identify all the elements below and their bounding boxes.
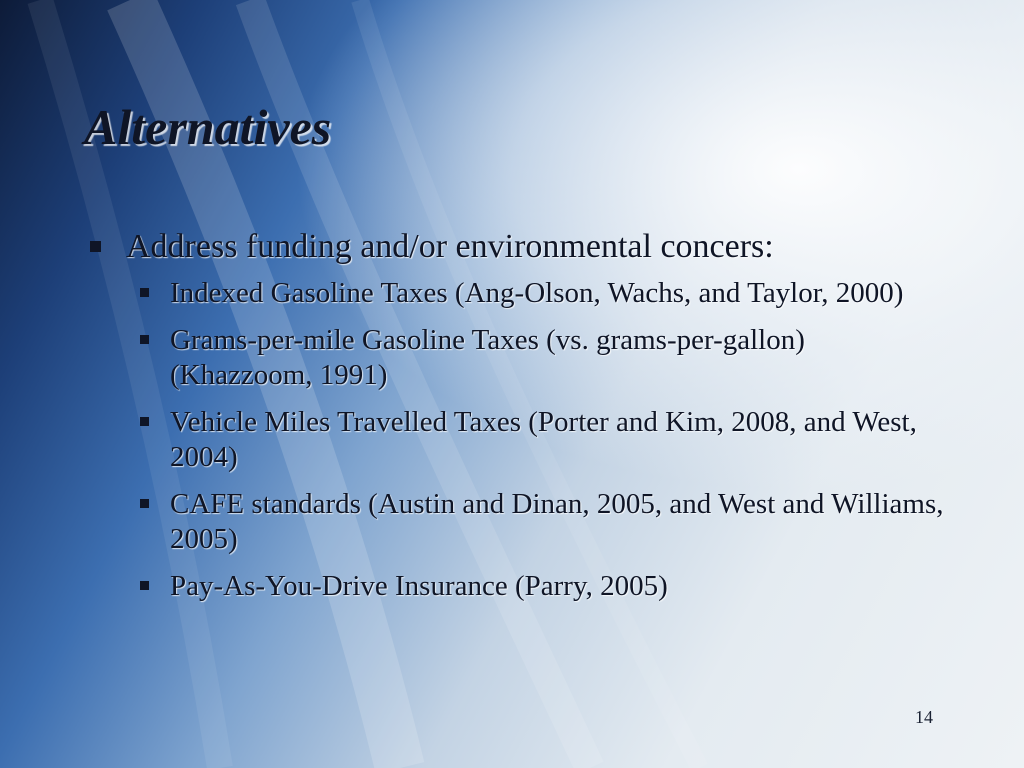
page-number: 14 bbox=[915, 707, 933, 727]
square-bullet-icon bbox=[140, 499, 149, 508]
square-bullet-icon bbox=[90, 241, 101, 252]
slide-content bbox=[88, 226, 948, 616]
sub-bullet-item bbox=[140, 276, 948, 311]
sub-bullet-item bbox=[140, 405, 948, 475]
slide-title: Alternatives bbox=[84, 99, 332, 155]
square-bullet-icon bbox=[140, 417, 149, 426]
sub-bullet-text: CAFE standards (Austin and Dinan, 2005, and West and Williams, 2005) bbox=[170, 488, 944, 555]
sub-bullet-item bbox=[140, 569, 948, 604]
sub-bullet-text: Grams-per-mile Gasoline Taxes (vs. grams-per-gallon) (Khazzoom, 1991) bbox=[170, 324, 805, 391]
square-bullet-icon bbox=[140, 335, 149, 344]
sub-bullet-item bbox=[140, 323, 948, 393]
sub-bullet-text: Vehicle Miles Travelled Taxes (Porter and Kim, 2008, and West, 2004) bbox=[170, 406, 917, 473]
sub-bullet-text: Pay-As-You-Drive Insurance (Parry, 2005) bbox=[170, 570, 668, 602]
square-bullet-icon bbox=[140, 581, 149, 590]
main-bullet-item bbox=[88, 226, 948, 268]
sub-bullet-item bbox=[140, 487, 948, 557]
sub-bullet-list bbox=[88, 276, 948, 604]
main-bullet-text: Address funding and/or environmental concers: bbox=[126, 228, 774, 265]
square-bullet-icon bbox=[140, 288, 149, 297]
sub-bullet-text: Indexed Gasoline Taxes (Ang-Olson, Wachs, and Taylor, 2000) bbox=[170, 277, 904, 309]
